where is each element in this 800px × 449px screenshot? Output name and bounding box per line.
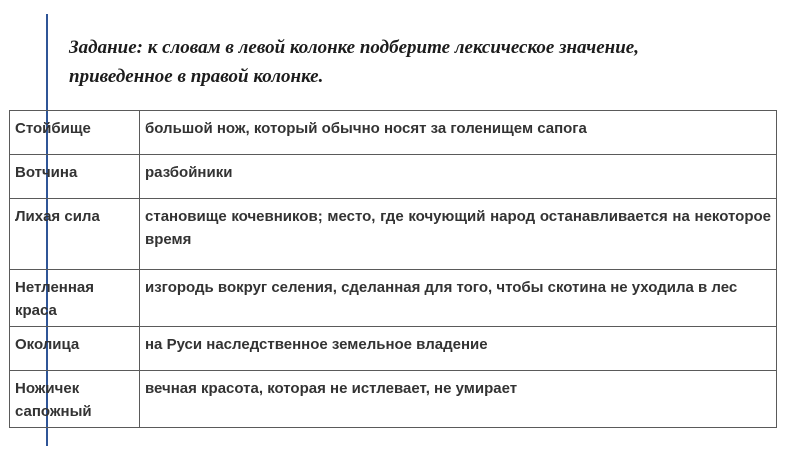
term-cell: Стойбище	[10, 111, 140, 155]
term-cell: Околица	[10, 327, 140, 371]
term-cell: Лихая сила	[10, 199, 140, 270]
table-row	[10, 371, 777, 428]
table-row	[10, 155, 777, 199]
matching-table	[9, 110, 777, 428]
meaning-cell: вечная красота, которая не истлевает, не умирает	[140, 371, 777, 428]
table-row	[10, 199, 777, 270]
meaning-cell: изгородь вокруг селения, сделанная для того, чтобы скотина не уходила в лес	[140, 270, 777, 327]
table-row	[10, 327, 777, 371]
meaning-cell: на Руси наследственное земельное владение	[140, 327, 777, 371]
task-heading	[69, 33, 784, 91]
task-line-2: приведенное в правой колонке.	[69, 66, 324, 87]
term-cell: Нетленная краса	[10, 270, 140, 327]
task-line-1: Задание: к словам в левой колонке подберите лексическое значение,	[69, 37, 639, 58]
meaning-cell: разбойники	[140, 155, 777, 199]
table-row	[10, 111, 777, 155]
meaning-cell: большой нож, который обычно носят за голенищем сапога	[140, 111, 777, 155]
meaning-cell: становище кочевников; место, где кочующий народ останавливается на некоторое время	[140, 199, 777, 270]
term-cell: Ножичек сапожный	[10, 371, 140, 428]
term-cell: Вотчина	[10, 155, 140, 199]
table-row	[10, 270, 777, 327]
